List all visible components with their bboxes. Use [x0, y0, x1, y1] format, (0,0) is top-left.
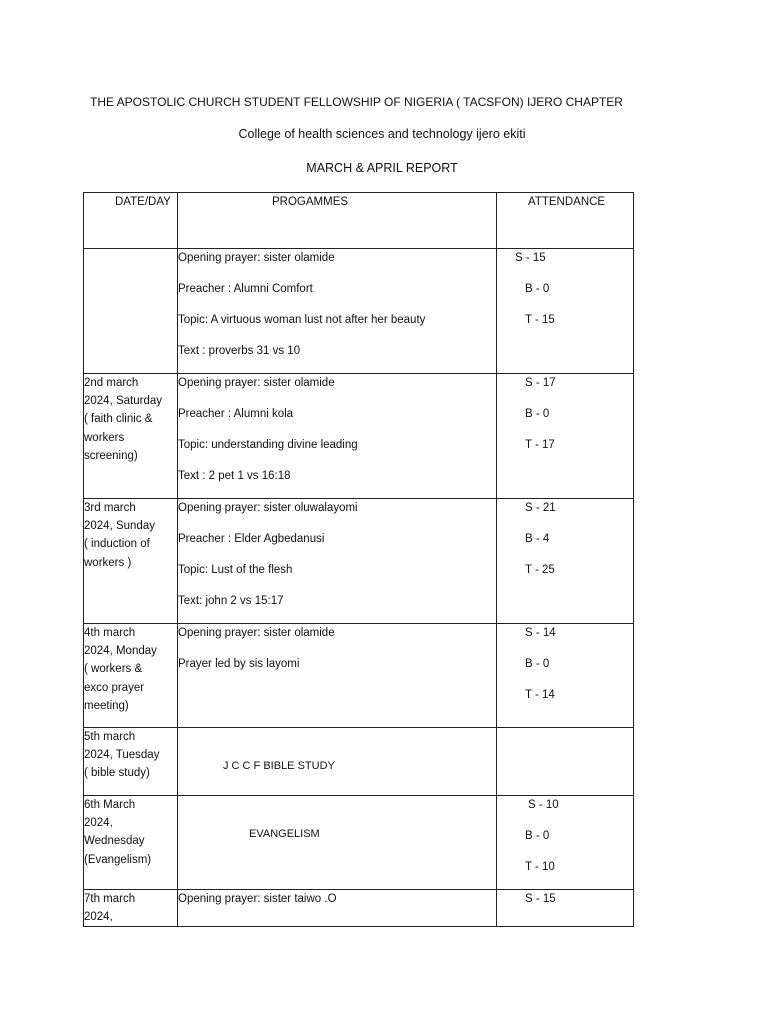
date-line: meeting): [84, 699, 129, 712]
programme-line: Topic: understanding divine leading: [178, 439, 358, 451]
programme-line: Preacher : Elder Agbedanusi: [178, 533, 325, 545]
date-cell: [84, 624, 178, 728]
date-line: 2024,: [84, 911, 113, 924]
attendance-students: S - 15: [525, 893, 556, 905]
programme-line: Prayer led by sis layomi: [178, 658, 300, 670]
date-cell: [84, 249, 178, 374]
date-line: 2nd march: [84, 377, 139, 389]
header-programmes: PROGAMMES: [178, 193, 497, 249]
table-row: [84, 249, 634, 374]
programme-line: Opening prayer: sister olamide: [178, 252, 335, 264]
programmes-cell: [178, 728, 497, 796]
table-row: [84, 728, 634, 796]
date-line: 4th march: [84, 627, 136, 639]
attendance-brothers: B - 0: [525, 283, 550, 295]
attendance-cell: [497, 499, 634, 624]
date-line: workers ): [84, 556, 132, 569]
attendance-students: S - 10: [528, 799, 559, 811]
attendance-students: S - 15: [515, 252, 546, 264]
programme-line: Opening prayer: sister olamide: [178, 377, 335, 389]
attendance-total: T - 15: [525, 314, 555, 326]
programme-line: Preacher : Alumni kola: [178, 408, 294, 420]
attendance-brothers: B - 0: [525, 830, 550, 842]
programme-line: Opening prayer: sister oluwalayomi: [178, 502, 358, 514]
date-line: screening): [84, 449, 138, 462]
date-line: exco prayer: [84, 681, 145, 694]
date-line: 2024, Tuesday: [84, 749, 160, 762]
date-cell: [84, 728, 178, 796]
programmes-cell: [178, 796, 497, 890]
table-header-row: [84, 193, 634, 249]
programmes-cell: [178, 624, 497, 728]
programmes-cell: [178, 499, 497, 624]
attendance-cell: [497, 249, 634, 374]
attendance-total: T - 14: [525, 689, 555, 701]
table-row: [84, 374, 634, 499]
date-cell: [84, 499, 178, 624]
programme-line: Topic: Lust of the flesh: [178, 564, 293, 576]
date-line: 2024, Saturday: [84, 395, 163, 408]
attendance-brothers: B - 4: [525, 533, 550, 545]
date-cell: [84, 374, 178, 499]
report-table: [83, 192, 634, 927]
attendance-students: S - 14: [525, 627, 556, 639]
programmes-cell: [178, 249, 497, 374]
table-row: [84, 499, 634, 624]
date-line: workers: [84, 431, 125, 444]
programmes-cell: [178, 374, 497, 499]
date-line: ( bible study): [84, 767, 150, 780]
date-line: 6th March: [84, 799, 136, 811]
attendance-cell: [497, 796, 634, 890]
date-line: 2024, Sunday: [84, 520, 155, 533]
date-cell: [84, 796, 178, 890]
programme-center-text: J C C F BIBLE STUDY: [223, 760, 335, 772]
header-date: DATE/DAY: [84, 193, 178, 249]
programmes-cell: [178, 890, 497, 927]
table-row: [84, 890, 634, 927]
date-line: 2024, Monday: [84, 645, 157, 658]
college-name: College of health sciences and technology ijero ekiti: [238, 127, 526, 141]
header-attendance: ATTENDANCE: [497, 193, 634, 249]
programme-line: Text: john 2 vs 15:17: [178, 595, 284, 607]
attendance-students: S - 17: [525, 377, 556, 389]
date-line: (Evangelism): [84, 853, 152, 866]
attendance-students: S - 21: [525, 502, 556, 514]
date-line: 5th march: [84, 731, 136, 743]
attendance-cell: [497, 624, 634, 728]
programme-line: Topic: A virtuous woman lust not after her beauty: [178, 314, 426, 326]
programme-center-text: EVANGELISM: [249, 828, 320, 840]
date-line: 7th march: [84, 893, 136, 905]
attendance-cell: [497, 728, 634, 796]
date-line: 3rd march: [84, 502, 136, 514]
attendance-cell: [497, 374, 634, 499]
date-line: Wednesday: [84, 835, 145, 848]
attendance-total: T - 25: [525, 564, 555, 576]
date-line: ( workers &: [84, 663, 143, 676]
programme-line: Opening prayer: sister taiwo .O: [178, 893, 337, 905]
date-line: ( faith clinic &: [84, 413, 153, 426]
table-row: [84, 624, 634, 728]
table-row: [84, 796, 634, 890]
attendance-total: T - 17: [525, 439, 555, 451]
attendance-brothers: B - 0: [525, 658, 550, 670]
programme-line: Text : proverbs 31 vs 10: [178, 345, 301, 357]
attendance-total: T - 10: [525, 861, 555, 873]
programme-line: Text : 2 pet 1 vs 16:18: [178, 470, 291, 482]
attendance-cell: [497, 890, 634, 927]
date-line: ( induction of: [84, 538, 150, 551]
programme-line: Preacher : Alumni Comfort: [178, 283, 313, 295]
programme-line: Opening prayer: sister olamide: [178, 627, 335, 639]
report-period: MARCH & APRIL REPORT: [306, 161, 458, 175]
report-title: THE APOSTOLIC CHURCH STUDENT FELLOWSHIP OF NIGERIA ( TACSFON) IJERO CHAPTER: [90, 95, 623, 109]
date-cell: [84, 890, 178, 927]
date-line: 2024,: [84, 817, 113, 830]
attendance-brothers: B - 0: [525, 408, 550, 420]
